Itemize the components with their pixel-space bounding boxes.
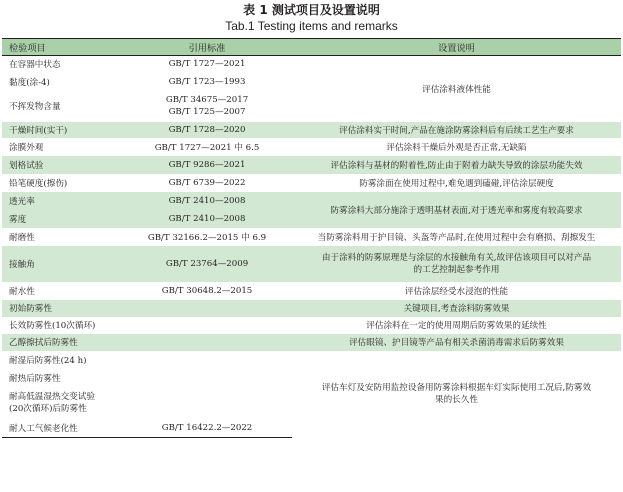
cell-remarks: 评估涂料实干时间,产品在施涂防雾涂料后有后续工艺生产要求 (339, 125, 574, 136)
cell-item (2, 387, 122, 419)
table-row (2, 351, 621, 369)
cell-item: 不挥发物含量 (9, 102, 61, 112)
cell-item: 涂膜外观 (9, 142, 44, 153)
testing-items-table (2, 38, 621, 438)
cell-remarks: 评估涂料干燥后外观是否正常,无缺陷 (386, 142, 527, 153)
remarks-line: 果的长久性 (435, 395, 478, 405)
item-line: (20次循环)后防雾性 (9, 403, 87, 414)
cell-standard (122, 351, 292, 369)
cell-standard (122, 300, 292, 317)
table-row (2, 192, 621, 210)
cell-item: 乙醇擦拭后防雾性 (9, 338, 78, 348)
cell-standard: GB/T 32166.2—2015 中 6.9 (147, 232, 267, 243)
table-row (2, 138, 621, 156)
cell-item: 耐人工气候老化性 (2, 419, 122, 438)
cell-remarks (292, 351, 621, 438)
std-line: GB/T 34675—2017 (165, 95, 249, 105)
cell-remarks: 当防雾涂料用于护目镜、头盔等产品时,在使用过程中会有磨损、刮擦发生 (317, 232, 596, 243)
cell-standard: GB/T 23764—2009 (165, 258, 249, 269)
cell-item: 耐水性 (9, 286, 35, 297)
cell-item: 接触角 (9, 259, 35, 270)
cell-standard: GB/T 30648.2—2015 (161, 285, 253, 296)
cell-item: 耐湿后防雾性(24 h) (9, 355, 87, 366)
cell-item: 划格试验 (9, 160, 44, 171)
table-row (2, 228, 621, 246)
cell-item: 干燥时间(实干) (9, 125, 68, 136)
cell-standard (122, 317, 292, 334)
remarks-line: 的工艺控制起参考作用 (413, 264, 500, 275)
cell-remarks: 防雾涂面在使用过程中,难免遇到磕碰,评估涂层硬度 (359, 178, 554, 189)
cell-remarks: 评估涂层经受水浸泡的性能 (404, 286, 509, 297)
cell-remarks: 评估涂料液体性能 (422, 84, 491, 95)
cell-remarks: 评估涂料与基材的附着性,防止由于附着力缺失导致的涂层功能失效 (330, 160, 583, 171)
cell-item: 初始防雾性 (9, 304, 52, 314)
cell-item: 在容器中状态 (9, 60, 61, 71)
table-row (2, 334, 621, 351)
table-row (2, 282, 621, 300)
cell-standard (122, 387, 292, 419)
header-item: 检验项目 (2, 39, 122, 56)
std-line: GB/T 1725—2007 (168, 107, 246, 117)
table-row (2, 317, 621, 334)
cell-standard: GB/T 9286—2021 (168, 159, 246, 170)
header-remarks: 设置说明 (292, 39, 621, 56)
table-row (2, 122, 621, 138)
header-row (2, 39, 621, 56)
table-row (2, 174, 621, 192)
remarks-line: 评估车灯及安防用监控设备用防雾涂料根据车灯实际使用工况后,防雾效 (321, 383, 592, 393)
cell-standard: GB/T 16422.2—2022 (122, 419, 292, 438)
cell-item: 耐磨性 (9, 232, 35, 243)
cell-standard: GB/T 2410—2008 (168, 195, 246, 206)
remarks-line: 由于涂料的防雾原理是与涂层的水接触角有关,故评估该项目可以对产品 (321, 252, 592, 263)
item-line: 耐高低温湿热交变试验 (9, 391, 95, 402)
cell-standard (122, 334, 292, 351)
cell-item: 铅笔硬度(擦伤) (9, 178, 68, 189)
cell-standard: GB/T 1727—2021 (168, 59, 246, 70)
cell-standard: GB/T 1727—2021 中 6.5 (154, 142, 260, 153)
cell-remarks: 评估眼镜、护目镜等产品有相关杀菌消毒需求后防雾效果 (349, 338, 564, 348)
caption-title-cn: 表 1 测试项目及设置说明 (243, 3, 380, 17)
cell-remarks: 关键项目,考查涂料防雾效果 (403, 304, 510, 314)
cell-standard (122, 91, 292, 122)
cell-standard (122, 369, 292, 387)
cell-remarks: 评估涂料在一定的使用周期后防雾效果的延续性 (366, 321, 547, 331)
cell-remarks: 防雾涂料大部分施涂于透明基材表面,对于透光率和雾度有较高要求 (330, 205, 583, 216)
table-caption (0, 0, 623, 34)
cell-standard: GB/T 1723—1993 (168, 76, 246, 87)
cell-standard: GB/T 2410—2008 (168, 213, 246, 224)
table-row (2, 156, 621, 174)
header-standard: 引用标准 (122, 39, 292, 56)
table-row (2, 246, 621, 282)
cell-standard: GB/T 6739—2022 (168, 177, 246, 188)
cell-item: 透光率 (9, 196, 35, 207)
cell-item: 雾度 (9, 214, 27, 225)
cell-standard: GB/T 1728—2020 (168, 124, 246, 135)
cell-item: 耐热后防雾性 (9, 373, 61, 384)
caption-title-en: Tab.1 Testing items and remarks (225, 19, 398, 33)
cell-item: 长效防雾性(10次循环) (9, 321, 96, 331)
cell-item: 黏度(涂-4) (9, 77, 50, 88)
table-row (2, 56, 621, 73)
cell-remarks (292, 246, 621, 282)
table-row (2, 300, 621, 317)
